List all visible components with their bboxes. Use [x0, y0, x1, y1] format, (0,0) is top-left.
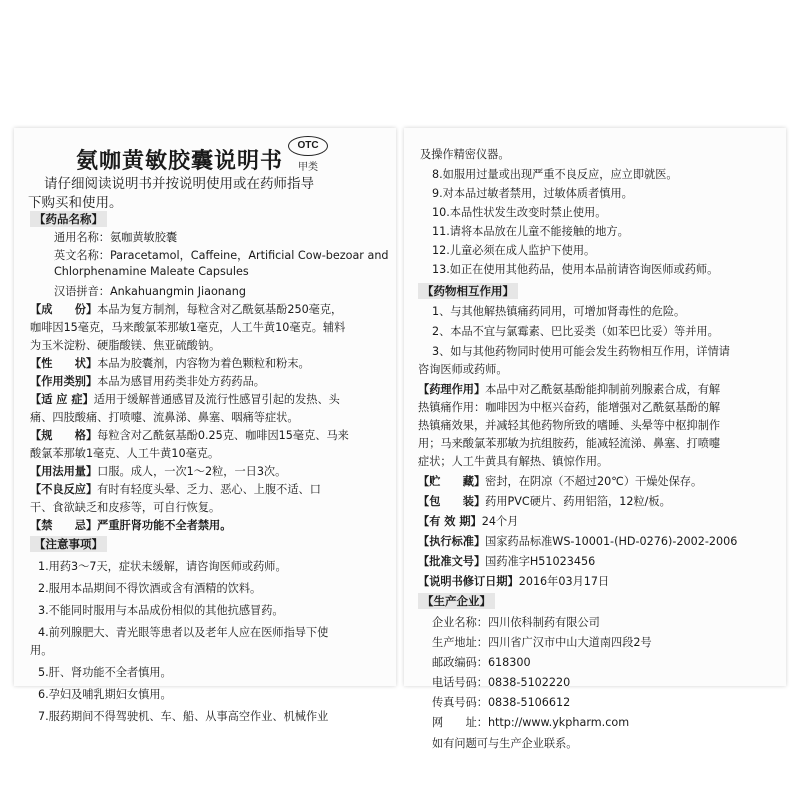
standard-label: 【执行标准】 — [418, 535, 486, 548]
specification-line-1 — [30, 427, 396, 443]
contraindications-label: 【禁 忌】 — [30, 519, 98, 532]
pharmacology-label: 【药理作用】 — [418, 383, 486, 396]
precaution-item-4-line-1: 4.前列腺肥大、青光眼等患者以及老年人应在医师指导下使 — [38, 626, 329, 639]
precaution-item-1: 1.用药3～7天，症状未缓解，请咨询医师或药师。 — [38, 560, 287, 573]
ingredients-text: 本品为复方制剂，每粒含对乙酰氨基酚250毫克， — [97, 303, 343, 316]
standard-text: 国家药品标准WS-10001-(HD-0276)-2002-2006 — [485, 535, 738, 548]
precaution-item-3: 3.不能同时服用与本品成份相似的其他抗感冒药。 — [38, 604, 284, 617]
otc-mark: OTC — [288, 136, 328, 156]
interactions-line-1: 1、与其他解热镇痛药同用，可增加肾毒性的危险。 — [432, 305, 686, 318]
appearance-line — [30, 355, 396, 371]
indications-label: 【适 应 症】 — [30, 393, 94, 406]
standard-line — [418, 533, 786, 549]
manufacturer-contact: 如有问题可与生产企业联系。 — [432, 737, 578, 750]
appearance-label: 【性 状】 — [30, 357, 98, 370]
validity-label: 【有 效 期】 — [418, 515, 482, 528]
manufacturer-website: 网 址：http://www.ykpharm.com — [432, 716, 630, 729]
contraindications-line — [30, 517, 396, 533]
storage-line — [418, 473, 786, 489]
approval-line — [418, 553, 786, 569]
precaution-item-7: 7.服药期间不得驾驶机、车、船、从事高空作业、机械作业 — [38, 710, 329, 723]
pharmacology-line-4: 用；马来酸氯苯那敏为抗组胺药，能减轻流涕、鼻塞、打喷嚏 — [418, 437, 721, 450]
specification-text: 每粒含对乙酰氨基酚0.25克、咖啡因15毫克、马来 — [97, 429, 349, 442]
precaution-item-11: 11.请将本品放在儿童不能接触的地方。 — [432, 225, 629, 238]
appearance-text: 本品为胶囊剂，内容物为着色颗粒和粉末。 — [97, 357, 310, 370]
leaflet-page-left — [14, 128, 396, 723]
manufacturer-heading: 【生产企业】 — [418, 593, 495, 609]
manufacturer-phone: 电话号码：0838-5102220 — [432, 676, 571, 689]
otc-class: 甲类 — [298, 162, 318, 173]
package-label: 【包 装】 — [418, 495, 486, 508]
interactions-heading: 【药物相互作用】 — [418, 283, 518, 299]
instruction-line-2: 下购买和使用。 — [28, 195, 123, 211]
revision-line — [418, 573, 786, 589]
interactions-line-4: 咨询医师或药师。 — [418, 363, 508, 376]
precaution-item-10: 10.本品性状发生改变时禁止使用。 — [432, 206, 607, 219]
precaution-continuation: 及操作精密仪器。 — [420, 148, 510, 161]
precaution-item-13: 13.如正在使用其他药品，使用本品前请咨询医师或药师。 — [432, 263, 719, 276]
indications-text: 适用于缓解普通感冒及流行性感冒引起的发热、头 — [93, 393, 340, 406]
english-name-line-1: 英文名称：Paracetamol，Caffeine，Artificial Cow-bezoar and — [54, 249, 389, 262]
drug-name-heading: 【药品名称】 — [30, 211, 107, 227]
instruction-line-1: 请仔细阅读说明书并按说明使用或在药师指导 — [44, 176, 314, 192]
manufacturer-postcode: 邮政编码：618300 — [432, 656, 531, 669]
approval-text: 国药准字H51023456 — [485, 555, 596, 568]
precaution-item-4-line-2: 用。 — [30, 644, 53, 657]
pinyin-name: 汉语拼音：Ankahuangmin Jiaonang — [54, 285, 246, 298]
precaution-item-2: 2.服用本品期间不得饮酒或含有酒精的饮料。 — [38, 582, 262, 595]
category-label: 【作用类别】 — [30, 375, 98, 388]
validity-line — [418, 513, 786, 529]
leaflet-page-right — [404, 128, 786, 729]
pharmacology-line-3: 热镇痛效果，并减轻其他药物所致的嗜睡、头晕等中枢抑制作 — [418, 419, 721, 432]
dosage-label: 【用法用量】 — [30, 465, 98, 478]
leaflet-title: 氨咖黄敏胶囊说明书 — [76, 149, 284, 174]
approval-label: 【批准文号】 — [418, 555, 486, 568]
manufacturer-fax: 传真号码：0838-5106612 — [432, 696, 571, 709]
pharmacology-line-1 — [418, 381, 786, 397]
precautions-heading: 【注意事项】 — [30, 536, 107, 552]
contraindications-text: 严重肝肾功能不全者禁用。 — [97, 519, 232, 532]
indications-line-2: 痛、四肢酸痛、打喷嚏、流鼻涕、鼻塞、咽痛等症状。 — [30, 411, 299, 424]
adverse-line-1 — [30, 481, 396, 497]
ingredients-line-2: 咖啡因15毫克，马来酸氯苯那敏1毫克，人工牛黄10毫克。辅料 — [30, 321, 346, 334]
specification-line-2: 酸氯苯那敏1毫克、人工牛黄10毫克。 — [30, 447, 220, 460]
ingredients-label: 【成 份】 — [30, 303, 98, 316]
pharmacology-line-2: 热镇痛作用：咖啡因为中枢兴奋药，能增强对乙酰氨基酚的解 — [418, 401, 721, 414]
adverse-line-2: 干、食欲缺乏和皮疹等，可自行恢复。 — [30, 501, 221, 514]
specification-label: 【规 格】 — [30, 429, 98, 442]
dosage-text: 口服。成人，一次1～2粒，一日3次。 — [97, 465, 287, 478]
english-name-line-2: Chlorphenamine Maleate Capsules — [54, 265, 249, 278]
adverse-label: 【不良反应】 — [30, 483, 98, 496]
category-text: 本品为感冒用药类非处方药药品。 — [97, 375, 265, 388]
manufacturer-name: 企业名称：四川依科制药有限公司 — [432, 616, 600, 629]
category-line — [30, 373, 396, 389]
storage-label: 【贮 藏】 — [418, 475, 486, 488]
precaution-item-6: 6.孕妇及哺乳期妇女慎用。 — [38, 688, 172, 701]
ingredients-line-3: 为玉米淀粉、硬脂酸镁、焦亚硫酸钠。 — [30, 339, 221, 352]
ingredients-line-1 — [30, 301, 396, 317]
interactions-line-3: 3、如与其他药物同时使用可能会发生药物相互作用，详情请 — [432, 345, 730, 358]
validity-text: 24个月 — [481, 515, 519, 528]
precaution-item-8: 8.如服用过量或出现严重不良反应，应立即就医。 — [432, 168, 678, 181]
pharmacology-line-5: 症状；人工牛黄具有解热、镇惊作用。 — [418, 455, 609, 468]
package-line — [418, 493, 786, 509]
pharmacology-text: 本品中对乙酰氨基酚能抑制前列腺素合成，有解 — [485, 383, 721, 396]
indications-line-1 — [30, 391, 396, 407]
precaution-item-9: 9.对本品过敏者禁用，过敏体质者慎用。 — [432, 187, 633, 200]
precaution-item-5: 5.肝、肾功能不全者慎用。 — [38, 666, 172, 679]
interactions-line-2: 2、本品不宜与氯霉素、巴比妥类（如苯巴比妥）等并用。 — [432, 325, 719, 338]
revision-text: 2016年03月17日 — [518, 575, 610, 588]
common-name: 通用名称：氨咖黄敏胶囊 — [54, 231, 178, 244]
adverse-text: 有时有轻度头晕、乏力、恶心、上腹不适、口 — [97, 483, 321, 496]
dosage-line — [30, 463, 396, 479]
precaution-item-12: 12.儿童必须在成人监护下使用。 — [432, 244, 596, 257]
revision-label: 【说明书修订日期】 — [418, 575, 519, 588]
storage-text: 密封，在阴凉（不超过20℃）干燥处保存。 — [485, 475, 703, 488]
manufacturer-address: 生产地址：四川省广汉市中山大道南四段2号 — [432, 636, 652, 649]
package-text: 药用PVC硬片、药用铝箔，12粒/板。 — [485, 495, 671, 508]
